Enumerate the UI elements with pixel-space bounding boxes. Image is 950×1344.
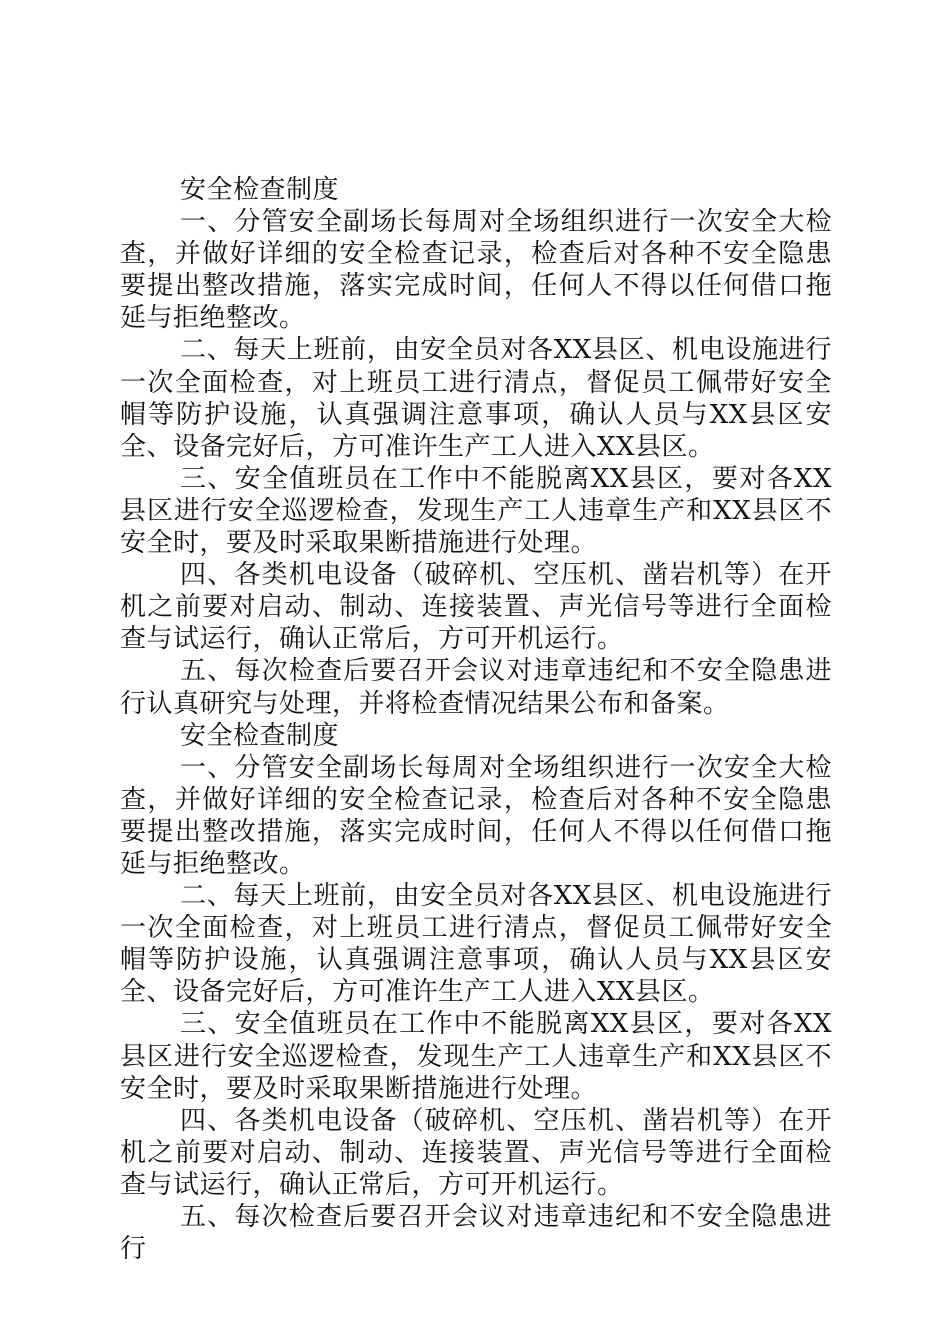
paragraph: 一、分管安全副场长每周对全场组织进行一次安全大检查，并做好详细的安全检查记录，检查后对各种不安全隐患要提出整改措施，落实完成时间，任何人不得以任何借口拖延与拒绝整改。 xyxy=(120,207,832,334)
paragraph: 五、每次检查后要召开会议对违章违纪和不安全隐患进行 xyxy=(120,1202,832,1265)
paragraph: 三、安全值班员在工作中不能脱离XX县区，要对各XX县区进行安全巡逻检查，发现生产工人违章生产和XX县区不安全时，要及时采取果断措施进行处理。 xyxy=(120,1009,832,1104)
paragraph: 四、各类机电设备（破碎机、空压机、凿岩机等）在开机之前要对启动、制动、连接装置、声光信号等进行全面检查与试运行，确认正常后，方可开机运行。 xyxy=(120,1105,832,1200)
section-title: 安全检查制度 xyxy=(180,720,340,751)
paragraph: 三、安全值班员在工作中不能脱离XX县区，要对各XX县区进行安全巡逻检查，发现生产工人违章生产和XX县区不安全时，要及时采取果断措施进行处理。 xyxy=(120,463,832,559)
paragraph: 四、各类机电设备（破碎机、空压机、凿岩机等）在开机之前要对启动、制动、连接装置、声光信号等进行全面检查与试运行，确认正常后，方可开机运行。 xyxy=(120,560,832,655)
section-2 xyxy=(120,720,832,1266)
section-title: 安全检查制度 xyxy=(180,175,340,205)
section-1 xyxy=(120,174,832,720)
paragraph: 二、每天上班前，由安全员对各XX县区、机电设施进行一次全面检查，对上班员工进行清点，督促员工佩带好安全帽等防护设施，认真强调注意事项，确认人员与XX县区安全、设备完好后，方可准许生产工人进入XX县区。 xyxy=(120,881,832,1008)
paragraph: 一、分管安全副场长每周对全场组织进行一次安全大检查，并做好详细的安全检查记录，检查后对各种不安全隐患要提出整改措施，落实完成时间，任何人不得以任何借口拖延与拒绝整改。 xyxy=(120,752,832,879)
paragraph: 二、每天上班前，由安全员对各XX县区、机电设施进行一次全面检查，对上班员工进行清点，督促员工佩带好安全帽等防护设施，认真强调注意事项，确认人员与XX县区安全、设备完好后，方可准许生产工人进入XX县区。 xyxy=(120,335,832,462)
paragraph: 五、每次检查后要召开会议对违章违纪和不安全隐患进行认真研究与处理，并将检查情况结果公布和备案。 xyxy=(120,656,832,719)
document-body xyxy=(120,174,832,1265)
